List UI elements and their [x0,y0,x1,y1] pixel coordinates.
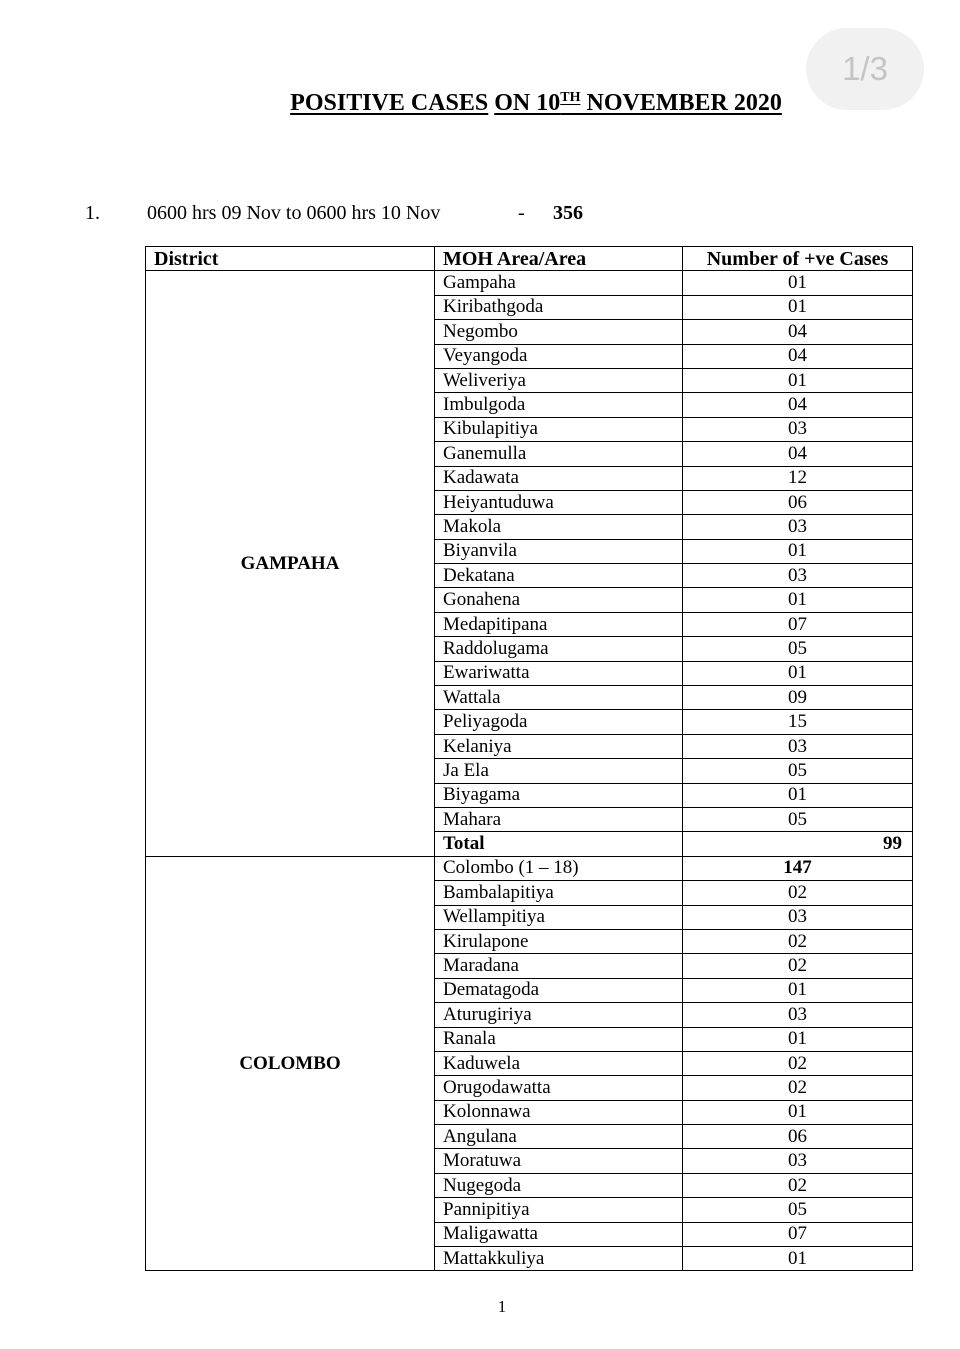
case-count: 07 [683,612,913,636]
area-name: Orugodawatta [435,1076,683,1100]
area-name: Aturugiriya [435,1003,683,1027]
case-count: 02 [683,929,913,953]
total-label: Total [435,832,683,856]
area-name: Mahara [435,807,683,831]
case-count: 01 [683,588,913,612]
area-name: Ranala [435,1027,683,1051]
case-count: 05 [683,637,913,661]
document-title [0,90,960,117]
area-name: Kelaniya [435,734,683,758]
area-name: Kaduwela [435,1051,683,1075]
area-name: Gampaha [435,271,683,295]
area-name: Bambalapitiya [435,881,683,905]
case-count: 05 [683,759,913,783]
area-name: Wattala [435,686,683,710]
area-name: Moratuwa [435,1149,683,1173]
case-count: 06 [683,490,913,514]
title-date-day: ON 10 [494,90,561,116]
case-count: 07 [683,1222,913,1246]
case-count: 09 [683,686,913,710]
area-name: Biyanvila [435,539,683,563]
area-name: Raddolugama [435,637,683,661]
case-count: 03 [683,515,913,539]
period-summary [0,202,960,230]
period-text: 0600 hrs 09 Nov to 0600 hrs 10 Nov [147,202,441,224]
header-moh-area: MOH Area/Area [435,247,683,271]
table-row [146,856,913,880]
area-name: Kiribathgoda [435,295,683,319]
case-count: 03 [683,417,913,441]
case-count: 01 [683,368,913,392]
period-number: 1. [85,202,100,224]
case-count: 03 [683,564,913,588]
case-count: 05 [683,807,913,831]
case-count: 12 [683,466,913,490]
table-body [146,271,913,1271]
case-count: 02 [683,954,913,978]
title-date-suffix: TH [560,90,581,105]
area-name: Heiyantuduwa [435,490,683,514]
total-value: 99 [683,832,913,856]
case-count: 02 [683,881,913,905]
area-name: Colombo (1 – 18) [435,856,683,880]
area-name: Negombo [435,320,683,344]
area-name: Dekatana [435,564,683,588]
area-name: Weliveriya [435,368,683,392]
case-count: 02 [683,1173,913,1197]
case-count: 01 [683,1100,913,1124]
case-count: 02 [683,1051,913,1075]
case-count: 01 [683,539,913,563]
area-name: Ja Ela [435,759,683,783]
district-name: COLOMBO [146,856,435,1271]
area-name: Dematagoda [435,978,683,1002]
area-name: Biyagama [435,783,683,807]
area-name: Angulana [435,1125,683,1149]
area-name: Peliyagoda [435,710,683,734]
case-count: 05 [683,1198,913,1222]
case-count: 04 [683,442,913,466]
area-name: Ewariwatta [435,661,683,685]
case-count: 06 [683,1125,913,1149]
area-name: Gonahena [435,588,683,612]
case-count: 01 [683,661,913,685]
cases-table [145,246,913,1271]
area-name: Kibulapitiya [435,417,683,441]
case-count: 01 [683,1247,913,1271]
page-indicator: 1/3 [806,28,924,110]
area-name: Veyangoda [435,344,683,368]
case-count: 03 [683,905,913,929]
header-cases: Number of +ve Cases [683,247,913,271]
area-name: Kolonnawa [435,1100,683,1124]
case-count: 01 [683,271,913,295]
area-name: Nugegoda [435,1173,683,1197]
case-count: 03 [683,1003,913,1027]
case-count: 03 [683,1149,913,1173]
area-name: Ganemulla [435,442,683,466]
area-name: Mattakkuliya [435,1247,683,1271]
area-name: Makola [435,515,683,539]
case-count: 01 [683,1027,913,1051]
case-count: 04 [683,344,913,368]
period-dash: - [518,202,525,224]
district-name: GAMPAHA [146,271,435,856]
case-count: 04 [683,393,913,417]
area-name: Kirulapone [435,929,683,953]
case-count: 03 [683,734,913,758]
table-row [146,271,913,295]
case-count: 01 [683,295,913,319]
table-header-row [146,247,913,271]
case-count: 04 [683,320,913,344]
area-name: Wellampitiya [435,905,683,929]
case-count: 01 [683,783,913,807]
case-count: 147 [683,856,913,880]
case-count: 02 [683,1076,913,1100]
page-number: 1 [497,1297,507,1316]
area-name: Imbulgoda [435,393,683,417]
area-name: Maradana [435,954,683,978]
period-value: 356 [553,202,583,224]
area-name: Kadawata [435,466,683,490]
title-part2 [494,90,782,116]
title-part1: POSITIVE CASES [290,90,489,116]
case-count: 15 [683,710,913,734]
title-date-rest: NOVEMBER 2020 [580,90,782,116]
header-district: District [146,247,435,271]
area-name: Medapitipana [435,612,683,636]
area-name: Maligawatta [435,1222,683,1246]
case-count: 01 [683,978,913,1002]
area-name: Pannipitiya [435,1198,683,1222]
